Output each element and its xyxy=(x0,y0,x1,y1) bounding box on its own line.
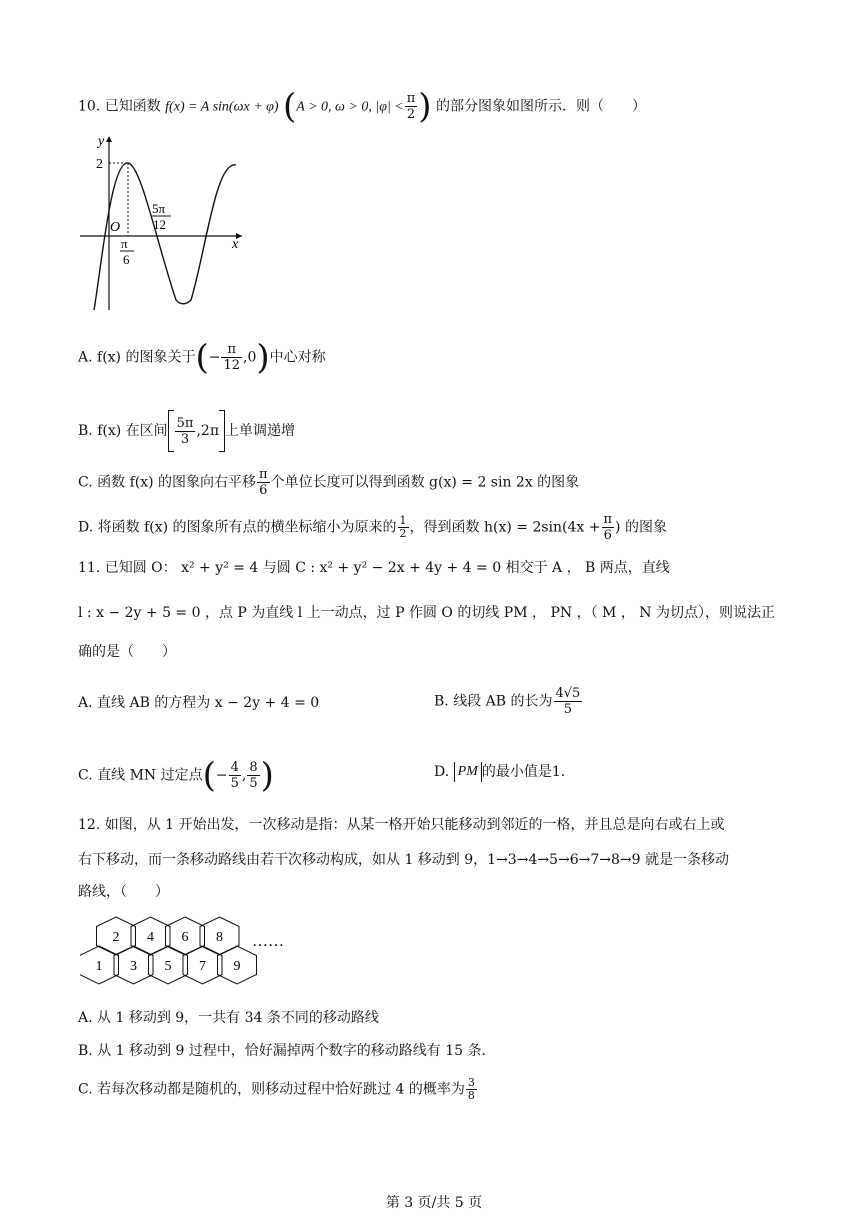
hex-cell-2-label: 2 xyxy=(112,930,120,945)
q12-line3: 路线，（ ） xyxy=(78,884,169,900)
tick-pi6-num: π xyxy=(121,236,128,251)
page-footer: 第 3 页/共 5 页 xyxy=(385,1195,483,1211)
tick-5pi12-num: 5π xyxy=(152,201,166,216)
hex-cell-1-label: 1 xyxy=(95,959,103,974)
tick-5pi12-den: 12 xyxy=(153,217,166,232)
q12-option-a: A. 从 1 移动到 9，一共有 34 条不同的移动路线 xyxy=(78,1010,379,1026)
q11-option-a: A. 直线 AB 的方程为 x − 2y + 4 = 0 xyxy=(78,695,320,711)
q11-line2: l : x − 2y + 5 = 0 ，点 P 为直线 l 上一动点，过 P 作圆 O 的切线 PM ， PN ，（ M ， N 为切点），则说法正 xyxy=(78,605,775,621)
tick-pi6-den: 6 xyxy=(123,252,130,267)
q11-option-b: B. 线段 AB 的长为 $\frac{4√5}{5}$ xyxy=(434,686,581,717)
q11-line1: 11. 已知圆 O： x² + y² = 4 与圆 C : x² + y² − 2x + 4y + 4 = 0 相交于 A ， B 两点，直线 xyxy=(78,560,670,576)
q11-option-c: C. 直线 MN 过定点(− $\frac{4}{5}$ , $\frac{8}{5}$ ) xyxy=(78,755,274,796)
y-label: y xyxy=(98,134,105,149)
q11-option-d: D. PM 的最小值是1． xyxy=(434,764,575,780)
hex-cell-6-label: 6 xyxy=(181,930,189,945)
y-axis-arrow xyxy=(106,136,112,142)
hex-cell-9-label: 9 xyxy=(233,959,241,974)
q10-option-c: C. 函数 f(x) 的图象向右平移 $\frac{\pi}{6}$ 个单位长度可以得到函数 g(x) = 2 sin 2x 的图象 xyxy=(78,467,580,498)
q12-line1: 12. 如图，从 1 开始出发，一次移动是指：从某一格开始只能移动到邻近的一格，并且总是向右或右上或 xyxy=(78,817,725,833)
q12-option-c: C. 若每次移动都是随机的，则移动过程中恰好跳过 4 的概率为 $\frac{3}{8}$ xyxy=(78,1076,475,1102)
q10-option-d: D. 将函数 f(x) 的图象所有点的横坐标缩小为原来的 $\frac{1}{2}$ ，得到函数 h(x) = 2sin(4x + $\frac{\pi}{6}$ ) 的图象 xyxy=(78,512,667,543)
q11-line3: 确的是（ ） xyxy=(78,644,176,660)
origin-label: O xyxy=(110,220,121,235)
q12-hexagon-grid xyxy=(80,914,320,986)
q10-option-a: A. f(x) 的图象关于(− $\frac{\pi}{12}$ ,0)中心对称 xyxy=(78,337,326,378)
y-tick-2: 2 xyxy=(96,157,103,172)
hex-cell-4-label: 4 xyxy=(147,930,154,945)
ellipsis-dots: …… xyxy=(252,933,284,950)
hex-cell-8-label: 8 xyxy=(216,930,223,945)
q10-option-b: B. f(x) 在区间 $\frac{5\pi}{3}$ ,2π 上单调递增 xyxy=(78,410,295,452)
hex-cell-7-label: 7 xyxy=(199,959,206,974)
hex-cell-5-label: 5 xyxy=(164,959,172,974)
q12-line2: 右下移动，而一条移动路线由若干次移动构成，如从 1 移动到 9，1→3→4→5→6→7→8→9 就是一条移动 xyxy=(78,852,729,868)
q12-option-b: B. 从 1 移动到 9 过程中，恰好漏掉两个数字的移动路线有 15 条． xyxy=(78,1043,496,1059)
q10-stem: 10. 已知函数 f(x) = A sin(ωx + φ) (A > 0, ω > 0, |φ| < $\frac{\pi}{2}$ ) 的部分图象如图所示．则（ ） xyxy=(78,86,646,127)
hex-cell-3-label: 3 xyxy=(130,959,137,974)
q10-sine-graph xyxy=(76,130,256,315)
x-label: x xyxy=(232,237,239,252)
